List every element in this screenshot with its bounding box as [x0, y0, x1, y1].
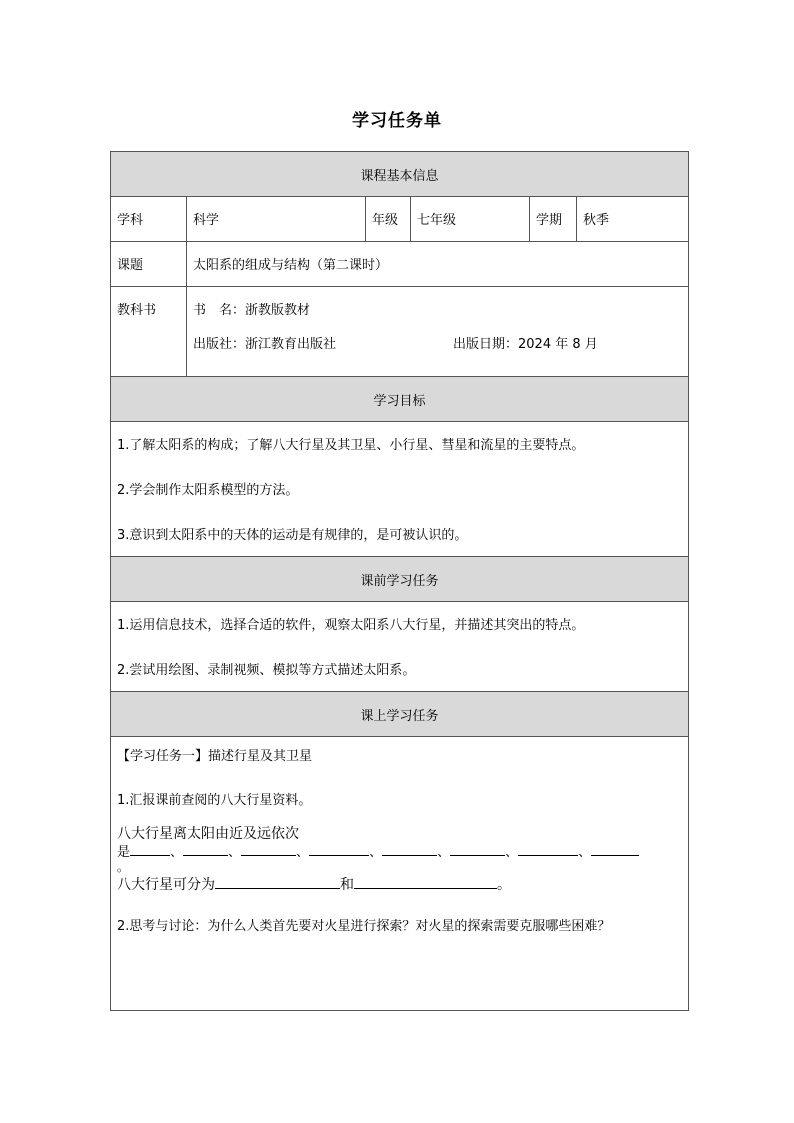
header-row-goals [111, 377, 689, 422]
goal-item: 2.学会制作太阳系模型的方法。 [117, 483, 299, 498]
classify-and: 和 [340, 877, 354, 893]
separator: 、 [505, 845, 519, 860]
header-row-basic-info [111, 152, 689, 197]
document-title: 学习任务单 [352, 111, 442, 131]
topic-value: 太阳系的组成与结构（第二课时） [187, 242, 689, 287]
goal-item: 1.了解太阳系的构成；了解八大行星及其卫星、小行星、彗星和流星的主要特点。 [117, 438, 585, 453]
answer-blank[interactable] [354, 876, 497, 889]
header-row-class-tasks [111, 692, 689, 737]
answer-blank[interactable] [591, 843, 639, 856]
section-header-class-tasks: 课上学习任务 [111, 692, 689, 737]
separator: 、 [369, 845, 383, 860]
answer-blank[interactable] [382, 843, 437, 856]
goal-item: 3.意识到太阳系中的天体的运动是有规律的，是可被认识的。 [117, 528, 468, 543]
pre-tasks-list [111, 602, 689, 692]
textbook-details [187, 287, 689, 377]
info-row-topic [111, 242, 689, 287]
planet-classify-line [117, 875, 682, 915]
class-tasks-row [111, 737, 689, 1011]
book-name: 书 名：浙教版教材 [193, 303, 311, 318]
pre-task-item: 2.尝试用绘图、录制视频、模拟等方式描述太阳系。 [117, 663, 416, 678]
subject-label: 学科 [111, 197, 187, 242]
header-row-pre-tasks [111, 557, 689, 602]
task-sheet-table [110, 151, 689, 1011]
classify-end: 。 [497, 877, 511, 893]
grade-value: 七年级 [411, 197, 530, 242]
task1-title: 【学习任务一】描述行星及其卫星 [117, 749, 313, 764]
section-header-pre-tasks: 课前学习任务 [111, 557, 689, 602]
separator: 、 [170, 845, 184, 860]
answer-blank[interactable] [241, 843, 296, 856]
publisher: 出版社：浙江教育出版社 [193, 337, 337, 352]
separator: 、 [228, 845, 242, 860]
pre-task-item: 1.运用信息技术，选择合适的软件，观察太阳系八大行星，并描述其突出的特点。 [117, 618, 585, 633]
separator: 、 [578, 845, 592, 860]
answer-blank[interactable] [183, 843, 228, 856]
separator: 、 [437, 845, 451, 860]
info-row-subject [111, 197, 689, 242]
pre-tasks-row [111, 602, 689, 692]
section-header-goals: 学习目标 [111, 377, 689, 422]
order-end-mark: 。 [117, 860, 130, 874]
planet-order-prompt: 八大行星离太阳由近及远依次 [117, 826, 299, 842]
separator: 、 [296, 845, 310, 860]
publisher-line [193, 333, 682, 355]
answer-blank[interactable] [518, 843, 578, 856]
term-label: 学期 [530, 197, 577, 242]
answer-blank[interactable] [450, 843, 505, 856]
subject-value: 科学 [187, 197, 366, 242]
answer-blank[interactable] [309, 843, 369, 856]
publish-date: 出版日期：2024 年 8 月 [453, 337, 598, 352]
classify-prefix: 八大行星可分为 [117, 877, 215, 893]
answer-blank[interactable] [215, 876, 340, 889]
textbook-label: 教科书 [111, 287, 187, 377]
section-header-basic-info: 课程基本信息 [111, 152, 689, 197]
goals-row [111, 422, 689, 557]
goals-list [111, 422, 689, 557]
term-value: 秋季 [577, 197, 689, 242]
task1-item2: 2.思考与讨论：为什么人类首先要对火星进行探索？对火星的探索需要克服哪些困难？ [117, 919, 611, 934]
planet-order-blanks [117, 843, 682, 861]
answer-blank[interactable] [130, 843, 170, 856]
order-is-text: 是 [117, 845, 131, 860]
task1-item1: 1.汇报课前查阅的八大行星资料。 [117, 793, 312, 808]
grade-label: 年级 [366, 197, 411, 242]
topic-label: 课题 [111, 242, 187, 287]
info-row-textbook [111, 287, 689, 377]
class-tasks-content [111, 737, 689, 1011]
